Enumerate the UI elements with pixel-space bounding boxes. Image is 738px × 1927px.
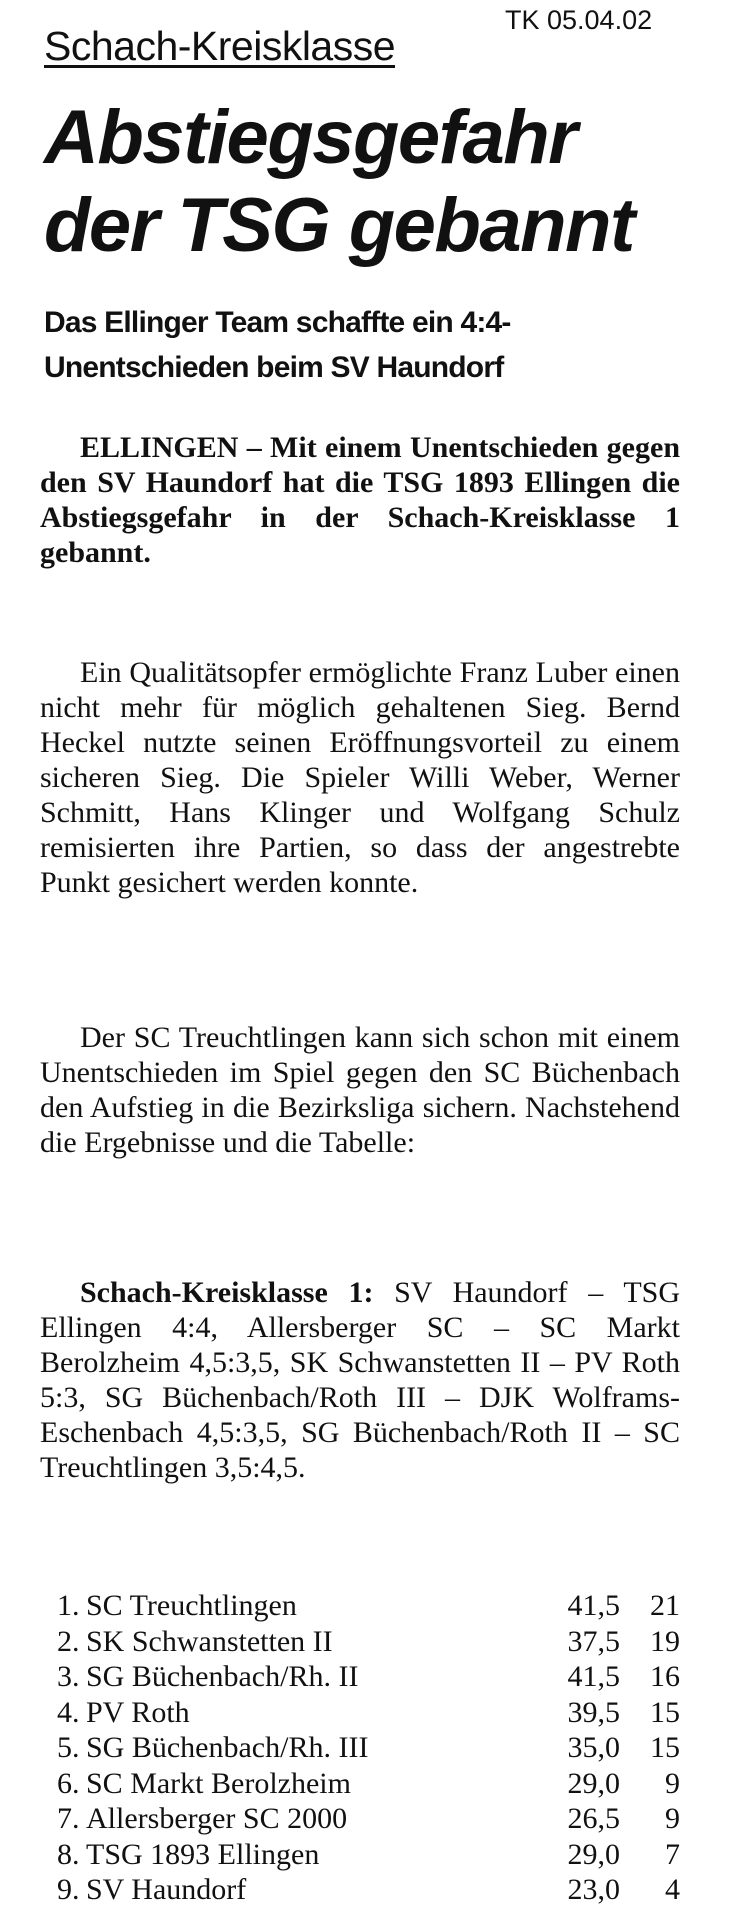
results-label: Schach-Kreisklasse 1: <box>80 1276 374 1309</box>
table-row <box>40 1801 680 1837</box>
table-team: SG Büchenbach/Rh. III <box>86 1731 369 1764</box>
table-score: 4 <box>665 1873 680 1906</box>
table-points: 37,5 <box>567 1624 620 1658</box>
body-paragraph: Ein Qualitätsopfer ermöglichte Franz Luber einen nicht mehr für möglich gehaltenen Sieg. Bernd Heckel nutzte seinen Eröffnungsvorteil zu einem sicheren Sieg. Die Spieler Willi Weber, Werner Schmitt, Hans Klinger und Wolfgang Schulz remisierten ihre Partien, so dass der angestrebte Punkt gesichert werden konnte. <box>40 656 680 899</box>
standings-table <box>40 1588 680 1908</box>
headline-line-2: der TSG gebannt <box>44 183 634 268</box>
table-row <box>40 1872 680 1908</box>
table-points: 29,0 <box>567 1766 620 1800</box>
table-row <box>40 1659 680 1695</box>
table-team: SC Treuchtlingen <box>86 1589 297 1622</box>
table-team: Allersberger SC 2000 <box>86 1802 348 1835</box>
table-rank: 8. <box>57 1837 80 1871</box>
table-score: 7 <box>665 1837 680 1871</box>
table-row <box>40 1837 680 1873</box>
table-team: SC Markt Berolzheim <box>86 1766 351 1800</box>
table-score: 15 <box>650 1695 680 1729</box>
table-row <box>40 1730 680 1766</box>
table-points: 29,0 <box>567 1837 620 1871</box>
results-text: SV Haundorf – TSG Ellingen 4:4, Allersberger SC – SC Markt Berolzheim 4,5:3,5, SK Schwanstetten II – PV Roth 5:3, SG Büchenbach/Roth III – DJK Wolframs-Eschenbach 4,5:3,5, SG Büchenbach/Roth II – SC Treuchtlingen 3,5:4,5. <box>40 1276 680 1484</box>
date-stamp: TK 05.04.02 <box>505 5 653 35</box>
table-team: SV Haundorf <box>86 1873 247 1906</box>
table-team: SG Büchenbach/Rh. II <box>86 1660 359 1693</box>
table-points: 35,0 <box>567 1731 620 1764</box>
table-team: SK Schwanstetten II <box>86 1624 333 1658</box>
table-score: 19 <box>650 1624 680 1658</box>
subheadline <box>44 300 734 390</box>
table-points: 41,5 <box>567 1589 620 1622</box>
body-paragraph: Der SC Treuchtlingen kann sich schon mit einem Unentschieden im Spiel gegen den SC Büchenbach den Aufstieg in die Bezirksliga sichern. Nachstehend die Ergebnisse und die Tabelle: <box>40 1021 680 1159</box>
table-row <box>40 1588 680 1624</box>
table-score: 9 <box>665 1802 680 1835</box>
subheadline-line-1: Das Ellinger Team schaffte ein 4:4- <box>44 306 511 339</box>
table-row <box>40 1766 680 1802</box>
table-score: 21 <box>650 1589 680 1622</box>
section-kicker: Schach-Kreisklasse <box>44 23 396 69</box>
table-score: 9 <box>665 1766 680 1800</box>
lead-paragraph: ELLINGEN – Mit einem Unentschieden gegen den SV Haundorf hat die TSG 1893 Ellingen die Abstiegsgefahr in der Schach-Kreisklasse 1 gebannt. <box>40 431 680 569</box>
table-team: PV Roth <box>86 1695 190 1729</box>
headline-line-1: Abstiegsgefahr <box>44 95 577 180</box>
table-row <box>40 1624 680 1660</box>
table-rank: 6. <box>57 1766 80 1800</box>
table-points: 41,5 <box>567 1660 620 1693</box>
table-points: 39,5 <box>567 1695 620 1729</box>
headline <box>44 94 734 270</box>
table-rank: 3. <box>57 1660 80 1693</box>
subheadline-line-2: Unentschieden beim SV Haundorf <box>44 351 504 384</box>
table-score: 15 <box>650 1731 680 1764</box>
table-points: 26,5 <box>567 1802 620 1835</box>
table-rank: 4. <box>57 1695 80 1729</box>
table-rank: 9. <box>57 1873 80 1906</box>
table-team: TSG 1893 Ellingen <box>86 1837 320 1871</box>
table-points: 23,0 <box>567 1873 620 1906</box>
table-rank: 2. <box>57 1624 80 1658</box>
table-rank: 1. <box>57 1589 80 1622</box>
table-score: 16 <box>650 1660 680 1693</box>
table-row <box>40 1695 680 1731</box>
results-paragraph <box>40 1275 680 1485</box>
table-rank: 7. <box>57 1802 80 1835</box>
table-rank: 5. <box>57 1731 80 1764</box>
